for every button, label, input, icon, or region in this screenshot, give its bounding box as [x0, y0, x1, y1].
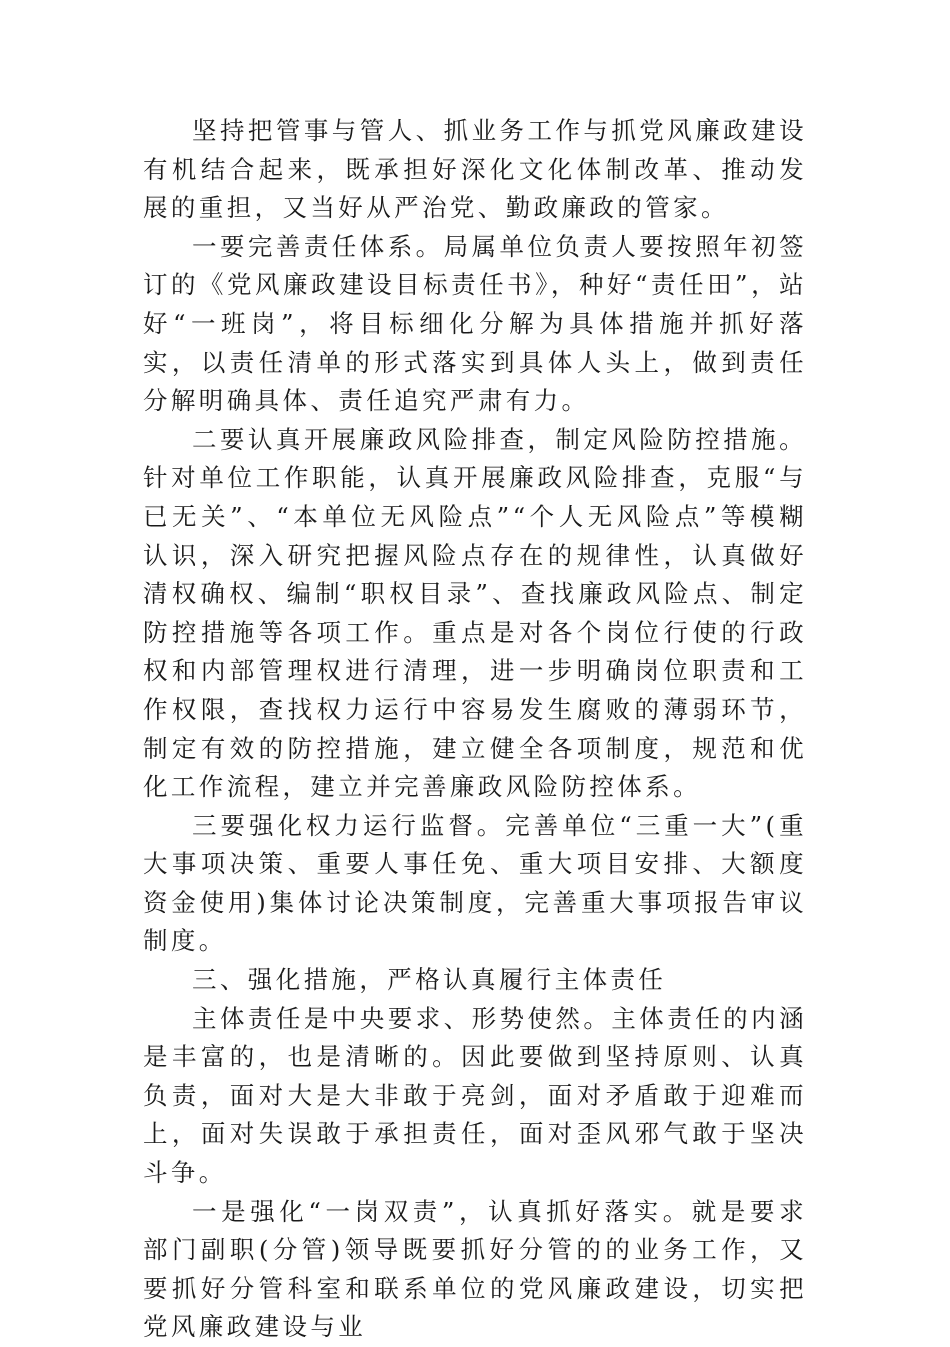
paragraph-management-principle: 坚持把管事与管人、抓业务工作与抓党风廉政建设有机结合起来，既承担好深化文化体制改革、推动发展的重担，又当好从严治党、勤政廉政的管家。 — [143, 116, 807, 223]
paragraph-responsibility-system: 一要完善责任体系。局属单位负责人要按照年初签订的《党风廉政建设目标责任书》，种好“责任田”，站好“一班岗”，将目标细化分解为具体措施并抓好落实，以责任清单的形式落实到具体人头上，做到责任分解明确具体、责任追究严肃有力。 — [143, 231, 807, 416]
paragraph-one-post-two-duties: 一是强化“一岗双责”，认真抓好落实。就是要求部门副职(分管)领导既要抓好分管的的业务工作，又要抓好分管科室和联系单位的党风廉政建设，切实把党风廉政建设与业 — [143, 1196, 807, 1342]
paragraph-risk-screening: 二要认真开展廉政风险排查，制定风险防控措施。针对单位工作职能，认真开展廉政风险排查，克服“与已无关”、“本单位无风险点”“个人无风险点”等模糊认识，深入研究把握风险点存在的规律性，认真做好清权确权、编制“职权目录”、查找廉政风险点、制定防控措施等各项工作。重点是对各个岗位行使的行政权和内部管理权进行清理，进一步明确岗位职责和工作权限，查找权力运行中容易发生腐败的薄弱环节，制定有效的防控措施，建立健全各项制度，规范和优化工作流程，建立并完善廉政风险防控体系。 — [143, 424, 807, 802]
document-body — [143, 112, 807, 1347]
paragraph-power-supervision: 三要强化权力运行监督。完善单位“三重一大”(重大事项决策、重要人事任免、重大项目安排、大额度资金使用)集体讨论决策制度，完善重大事项报告审议制度。 — [143, 810, 807, 956]
paragraph-main-responsibility: 主体责任是中央要求、形势使然。主体责任的内涵是丰富的，也是清晰的。因此要做到坚持原则、认真负责，面对大是大非敢于亮剑，面对矛盾敢于迎难而上，面对失误敢于承担责任，面对歪风邪气敢于坚决斗争。 — [143, 1003, 807, 1188]
section-heading: 三、强化措施，严格认真履行主体责任 — [192, 965, 667, 995]
